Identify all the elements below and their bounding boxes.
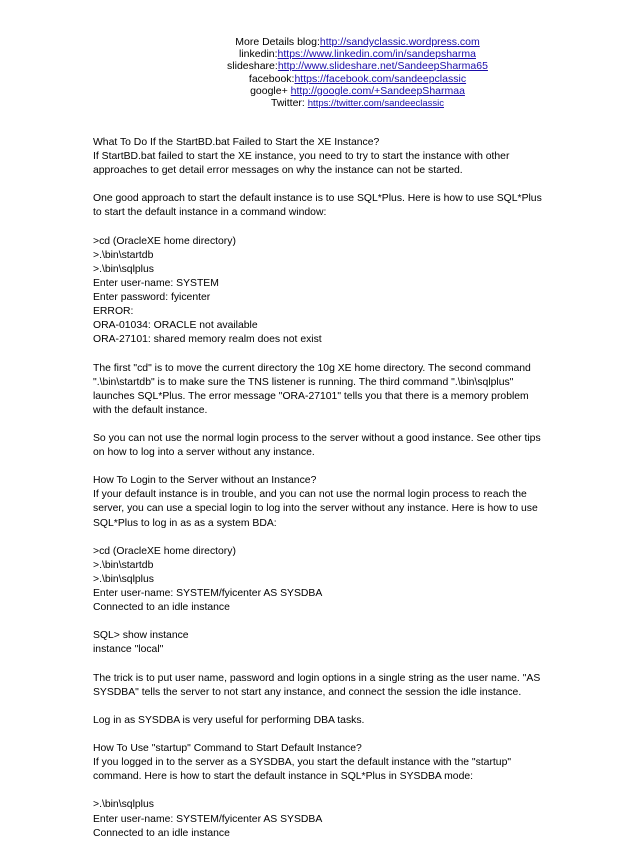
text-line: Enter user-name: SYSTEM/fyicenter AS SYSDBA — [93, 813, 323, 825]
blog-label: More Details blog: — [235, 36, 320, 48]
text-line: ORA-01034: ORACLE not available — [93, 320, 258, 332]
linkedin-row — [0, 48, 638, 60]
linkedin-link[interactable]: https://www.linkedin.com/in/sandepsharma — [277, 48, 476, 61]
blank-line — [93, 531, 553, 545]
blank-line — [93, 615, 553, 629]
blog-row — [0, 36, 638, 48]
text-line: instance "local" — [93, 644, 164, 656]
text-line: Connected to an idle instance — [93, 827, 230, 839]
text-line: to start the default instance in a command window: — [93, 207, 327, 219]
blog-link[interactable]: http://sandyclassic.wordpress.com — [319, 36, 480, 48]
google-row — [0, 85, 638, 97]
blank-line — [93, 418, 553, 432]
twitter-link[interactable]: https://twitter.com/sandeeclassic — [307, 98, 444, 110]
text-line: >.\bin\sqlplus — [93, 573, 154, 585]
blank-line — [93, 347, 553, 361]
blank-line — [93, 221, 553, 235]
text-line: command. Here is how to start the default instance in SQL*Plus in SYSDBA mode: — [93, 771, 474, 783]
text-line: If you logged in to the server as a SYSDBA, you start the default instance with the "startup" — [93, 757, 512, 769]
text-line: >.\bin\sqlplus — [93, 263, 154, 275]
slideshare-link[interactable]: http://www.slideshare.net/SandeepSharma65 — [277, 60, 488, 73]
linkedin-label: linkedin: — [239, 48, 278, 61]
text-line: Log in as SYSDBA is very useful for performing DBA tasks. — [93, 714, 365, 726]
text-line: launches SQL*Plus. The error message "ORA-27101" tells you that there is a memory problem — [93, 390, 529, 402]
text-line: SQL> show instance — [93, 630, 189, 642]
blank-line — [93, 460, 553, 474]
slideshare-row — [0, 60, 638, 72]
text-line: on how to log into a server without any instance. — [93, 447, 315, 459]
text-line: The first "cd" is to move the current directory the 10g XE home directory. The second command — [93, 362, 531, 374]
text-line: Enter user-name: SYSTEM — [93, 277, 219, 289]
text-line: One good approach to start the default instance is to use SQL*Plus. Here is how to use SQL*Plus — [93, 193, 542, 205]
text-line: >.\bin\sqlplus — [93, 799, 154, 811]
text-line: >cd (OracleXE home directory) — [93, 235, 236, 247]
text-line: server, you can use a special login to log into the server without any instance. Here is how to use — [93, 503, 538, 515]
blank-line — [93, 728, 553, 742]
text-line: >.\bin\startdb — [93, 559, 154, 571]
text-line: Enter password: fyicenter — [93, 292, 211, 304]
slideshare-label: slideshare: — [227, 60, 278, 73]
text-line: approaches to get detail error messages on why the instance can not be started. — [93, 165, 463, 177]
google-link[interactable]: http://google.com/+SandeepSharmaa — [290, 84, 465, 97]
blank-line — [93, 700, 553, 714]
twitter-row — [0, 97, 638, 110]
text-line: with the default instance. — [93, 404, 208, 416]
text-line: The trick is to put user name, password and login options in a single string as the user name. "AS — [93, 672, 541, 684]
text-line: SQL*Plus to log in as as a system BDA: — [93, 517, 277, 529]
facebook-row — [0, 73, 638, 85]
blank-line — [93, 657, 553, 671]
text-line: Enter user-name: SYSTEM/fyicenter AS SYSDBA — [93, 588, 323, 599]
facebook-label: facebook: — [248, 72, 295, 85]
text-line: >cd (OracleXE home directory) — [93, 545, 236, 557]
text-line: How To Use "startup" Command to Start Default Instance? — [93, 743, 362, 755]
document-body — [93, 136, 553, 841]
google-label: google+ — [250, 84, 291, 97]
text-line: So you can not use the normal login process to the server without a good instance. See other tips — [93, 432, 541, 444]
blank-line — [93, 784, 553, 798]
text-line: If your default instance is in trouble, and you can not use the normal login process to reach the — [93, 489, 527, 501]
text-line: ".\bin\startdb" is to make sure the TNS listener is running. The third command ".\bin\sqlplus" — [93, 376, 514, 388]
text-line: What To Do If the StartBD.bat Failed to Start the XE Instance? — [93, 137, 380, 148]
text-line: >.\bin\startdb — [93, 249, 154, 261]
blank-line — [93, 178, 553, 192]
text-line: ERROR: — [93, 306, 134, 318]
text-line: SYSDBA" tells the server to not start any instance, and connect the session the idle instance. — [93, 686, 522, 698]
twitter-label: Twitter: — [271, 97, 308, 110]
facebook-link[interactable]: https://facebook.com/sandeepclassic — [294, 72, 467, 85]
text-line: Connected to an idle instance — [93, 602, 230, 614]
page-header — [0, 36, 638, 110]
text-line: If StartBD.bat failed to start the XE instance, you need to try to start the instance with other — [93, 151, 510, 163]
text-line: How To Login to the Server without an Instance? — [93, 475, 317, 487]
text-line: ORA-27101: shared memory realm does not exist — [93, 334, 322, 346]
